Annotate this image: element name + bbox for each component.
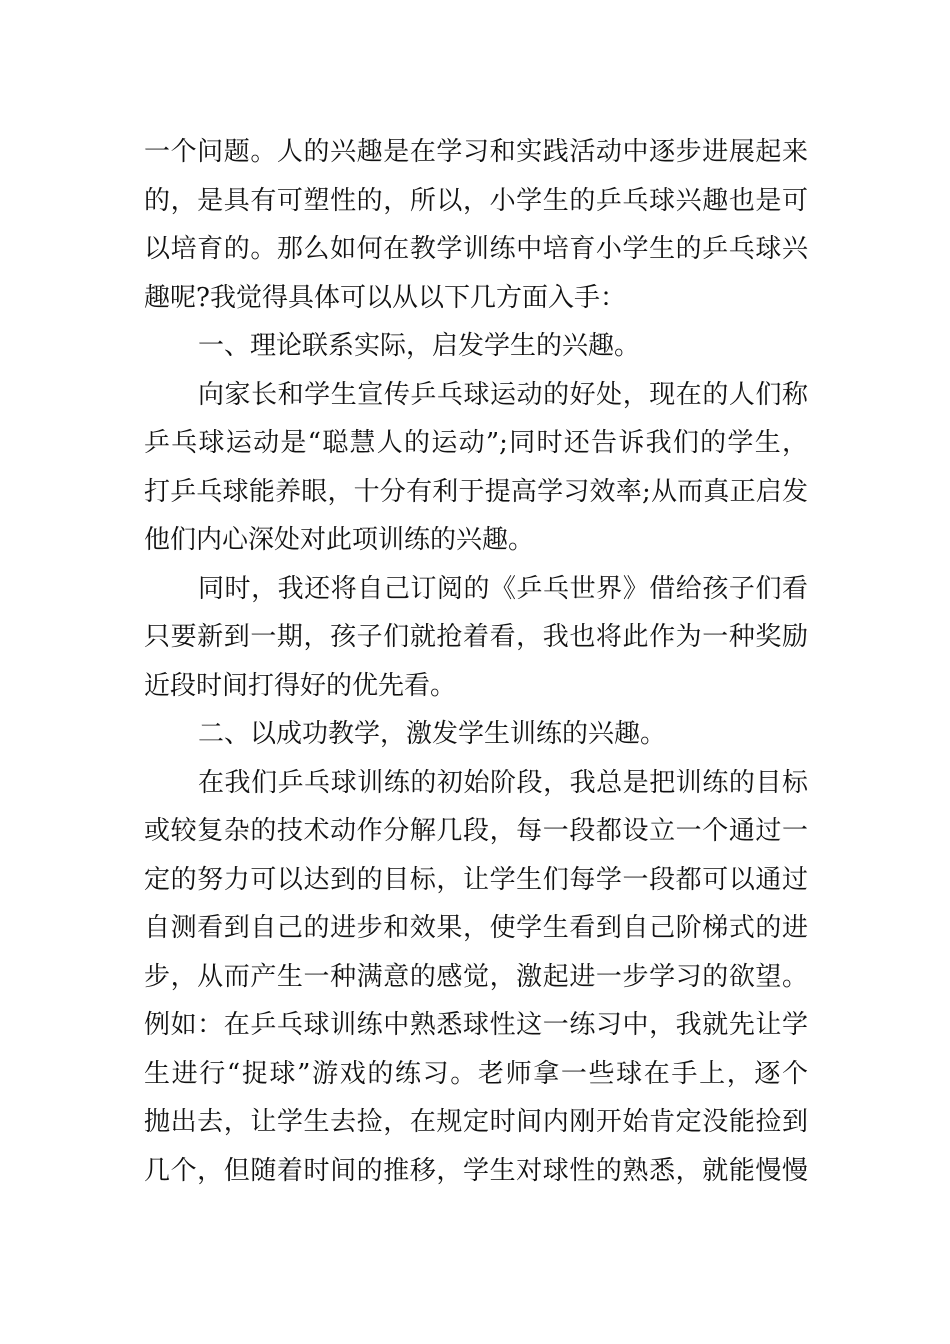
section-heading: 二、以成功教学，激发学生训练的兴趣。 (198, 719, 667, 749)
document-body (144, 128, 808, 1195)
text-line: 一个问题。人的兴趣是在学习和实践活动中逐步进展起来 (144, 137, 808, 167)
text-line: 在我们乒乓球训练的初始阶段，我总是把训练的目标 (198, 767, 808, 798)
text-line: 定的努力可以达到的目标，让学生们每学一段都可以通过 (144, 864, 808, 895)
text-line: 步，从而产生一种满意的感觉，激起进一步学习的欲望。 (144, 961, 808, 992)
text-line: 同时，我还将自己订阅的《乒乓世界》借给孩子们看 (198, 573, 808, 604)
text-line: 只要新到一期，孩子们就抢着看，我也将此作为一种奖励 (144, 622, 808, 652)
text-line: 趣呢?我觉得具体可以从以下几方面入手： (144, 282, 626, 313)
text-line: 的，是具有可塑性的，所以，小学生的乒乓球兴趣也是可 (144, 185, 808, 216)
text-line: 近段时间打得好的优先看。 (144, 670, 457, 701)
text-line: 向家长和学生宣传乒乓球运动的好处，现在的人们称 (198, 379, 808, 410)
text-line: 抛出去，让学生去捡，在规定时间内刚开始肯定没能捡到 (144, 1107, 808, 1137)
text-line: 以培育的。那么如何在教学训练中培育小学生的乒乓球兴 (144, 234, 808, 264)
text-line: 或较复杂的技术动作分解几段，每一段都设立一个通过一 (144, 816, 808, 846)
text-line: 他们内心深处对此项训练的兴趣。 (144, 525, 535, 555)
text-line: 几个，但随着时间的推移，学生对球性的熟悉，就能慢慢 (144, 1155, 808, 1186)
text-line: 自测看到自己的进步和效果，使学生看到自己阶梯式的进 (144, 913, 808, 943)
text-line: 生进行“捉球”游戏的练习。老师拿一些球在手上，逐个 (144, 1058, 808, 1089)
text-line: 例如：在乒乓球训练中熟悉球性这一练习中，我就先让学 (144, 1010, 808, 1040)
text-line: 乒乓球运动是“聪慧人的运动”;同时还告诉我们的学生， (144, 428, 808, 458)
section-heading: 一、理论联系实际，启发学生的兴趣。 (198, 331, 641, 361)
text-line: 打乒乓球能养眼，十分有利于提高学习效率;从而真正启发 (144, 476, 808, 507)
